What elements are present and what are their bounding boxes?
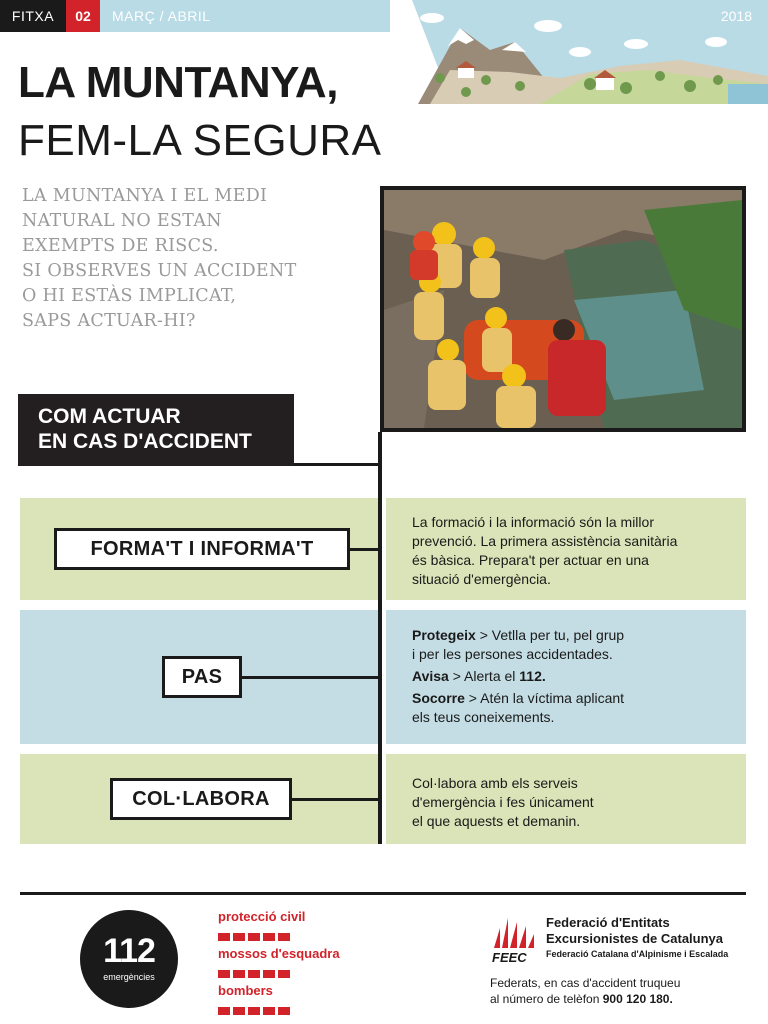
step-label-pas: PAS <box>162 656 242 698</box>
issue-year: 2018 <box>720 8 752 24</box>
pas-protegeix-cont: i per les persones accidentades. <box>412 646 613 662</box>
emergency-112-badge <box>80 910 178 1008</box>
connector-line <box>242 676 380 679</box>
mountain-landscape-illustration <box>390 0 768 104</box>
service-dots <box>218 965 293 973</box>
service-proteccio-civil: protecció civil <box>218 909 306 924</box>
badge-sub: emergències <box>103 972 155 982</box>
how-to-act-line: EN CAS D'ACCIDENT <box>38 430 252 453</box>
intro-line: SI OBSERVES UN ACCIDENT <box>22 261 297 281</box>
intro-line: O HI ESTÀS IMPLICAT, <box>22 286 237 306</box>
fitxa-label: FITXA <box>0 0 66 32</box>
timeline-line <box>378 432 382 844</box>
fitxa-number: 02 <box>66 0 100 32</box>
feec-name: Federació d'Entitats Excursionistes de Catalunya <box>546 915 724 946</box>
connector-line <box>350 548 380 551</box>
footer-divider <box>20 892 746 895</box>
pas-socorre-cont: els teus coneixements. <box>412 709 555 725</box>
feec-flag-logo <box>490 914 542 964</box>
feec-acronym: FEEC <box>492 950 527 964</box>
page-title: LA MUNTANYA, <box>18 58 338 107</box>
pas-socorre: Socorre > Atén la víctima aplicant <box>412 690 625 706</box>
service-mossos: mossos d'esquadra <box>218 946 340 961</box>
step-text-line: el que aquests et demanin. <box>412 813 581 829</box>
step-label-inform: FORMA'T I INFORMA'T <box>54 528 350 570</box>
pas-avisa: Avisa > Alerta el 112. <box>412 668 546 684</box>
service-dots <box>218 928 293 936</box>
rescue-photo <box>380 186 746 432</box>
how-to-act-heading <box>18 394 294 466</box>
feec-accident-note: Federats, en cas d'accident truqueu al número de telèfon 900 120 180. <box>490 976 681 1006</box>
step-text-pas <box>412 626 742 727</box>
intro-line: NATURAL NO ESTAN <box>22 211 222 231</box>
feec-phone: 900 120 180. <box>602 992 673 1006</box>
step-text-collabora <box>412 774 742 831</box>
badge-number: 112 <box>103 932 155 970</box>
pas-protegeix: Protegeix > Vetlla per tu, pel grup <box>412 627 625 643</box>
issue-date: MARÇ / ABRIL <box>112 8 211 24</box>
intro-line: LA MUNTANYA I EL MEDI <box>22 186 268 206</box>
step-text-line: és bàsica. Prepara't per actuar en una <box>412 552 649 568</box>
step-text-line: Col·labora amb els serveis <box>412 775 578 791</box>
step-text-line: La formació i la informació són la millor <box>412 514 654 530</box>
intro-line: EXEMPTS DE RISCS. <box>22 236 219 256</box>
step-label-collabora: COL·LABORA <box>110 778 292 820</box>
how-to-act-line: COM ACTUAR <box>38 405 181 428</box>
service-bombers: bombers <box>218 983 273 998</box>
step-text-line: situació d'emergència. <box>412 571 551 587</box>
step-text-inform <box>412 513 742 589</box>
intro-line: SAPS ACTUAR-HI? <box>22 311 196 331</box>
connector-line <box>294 463 380 466</box>
page-subtitle: FEM-LA SEGURA <box>18 116 382 165</box>
intro-text <box>22 184 362 334</box>
connector-line <box>292 798 380 801</box>
feec-subtitle: Federació Catalana d'Alpinisme i Escalada <box>546 949 729 959</box>
step-text-line: prevenció. La primera assistència sanitària <box>412 533 678 549</box>
service-dots <box>218 1002 293 1010</box>
step-text-line: d'emergència i fes únicament <box>412 794 594 810</box>
